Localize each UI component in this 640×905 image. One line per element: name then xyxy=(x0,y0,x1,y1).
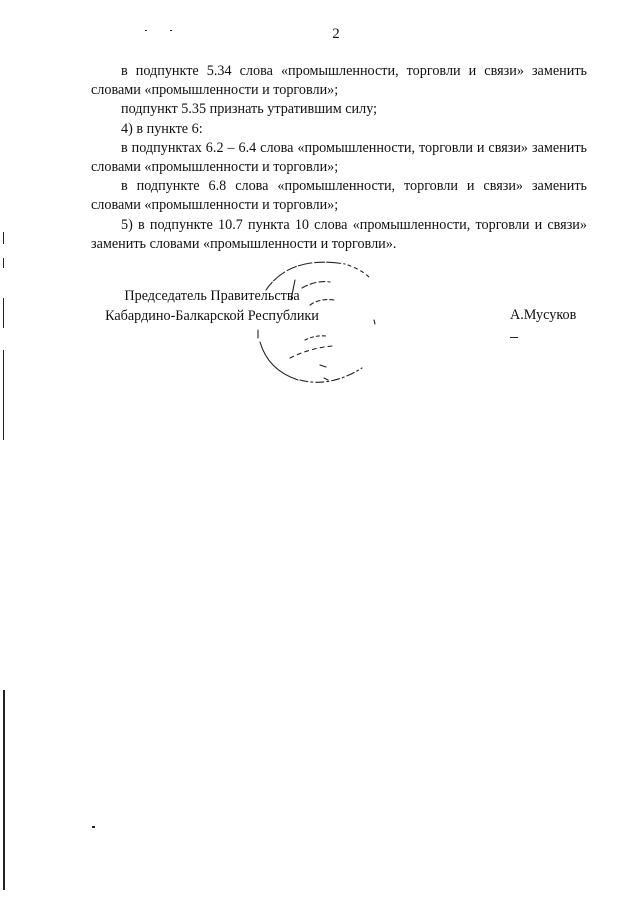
scan-artifact xyxy=(145,30,147,31)
paragraph-3: 4) в пункте 6: xyxy=(121,120,203,137)
scan-artifact xyxy=(510,337,518,338)
scan-artifact xyxy=(92,826,95,828)
signatory-name: А.Мусуков xyxy=(510,307,577,323)
signatory-title-line2: Кабардино-Балкарской Республики xyxy=(105,307,319,324)
scan-artifact xyxy=(3,690,5,890)
scan-artifact xyxy=(170,30,172,31)
paragraph-6: 5) в подпункте 10.7 пункта 10 слова «промышленности, торговли и связи» заменить словами «промышленности и торговли». xyxy=(91,216,587,252)
paragraph-4: в подпунктах 6.2 – 6.4 слова «промышленности, торговли и связи» заменить словами «промышленности и торговли»; xyxy=(91,139,587,176)
signatory-title-line1: Председатель Правительства xyxy=(124,288,300,304)
paragraph-5: в подпункте 6.8 слова «промышленности, торговли и связи» заменить словами «промышленности и торговли»; xyxy=(91,178,587,214)
scan-artifact xyxy=(3,232,4,244)
paragraph-2: подпункт 5.35 признать утратившим силу; xyxy=(121,101,378,118)
document-body xyxy=(91,62,587,254)
scan-artifact xyxy=(3,298,4,328)
paragraph-1: в подпункте 5.34 слова «промышленности, торговли и связи» заменить словами «промышленности и торговли»; xyxy=(91,63,587,99)
signatory-title xyxy=(92,287,332,326)
scan-artifact xyxy=(3,258,4,268)
page-number: 2 xyxy=(332,26,340,42)
scan-artifact xyxy=(3,350,4,440)
